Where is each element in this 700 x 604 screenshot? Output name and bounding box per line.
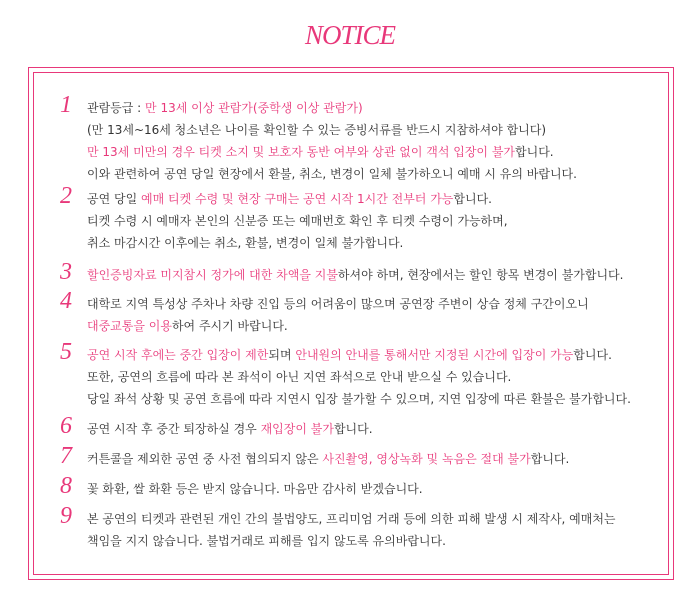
notice-text: 꽃 화환, 쌀 화환 등은 받지 않습니다. 마음만 감사히 받겠습니다. — [87, 482, 423, 496]
notice-text: 커튼콜을 제외한 공연 중 사전 협의되지 않은 — [87, 452, 323, 466]
notice-text: 대학로 지역 특성상 주차나 차량 진입 등의 어려움이 많으며 공연장 주변이 상습 정체 구간이오니 — [87, 297, 589, 311]
notice-item-text — [87, 293, 589, 337]
notice-highlight-text: 만 13세 이상 관람가(중학생 이상 관람가) — [145, 101, 363, 115]
notice-text: 또한, 공연의 흐름에 따라 본 좌석이 아닌 지연 좌석으로 안내 받으실 수 있습니다. — [87, 370, 512, 384]
notice-item-text — [87, 478, 423, 500]
notice-line — [87, 232, 508, 254]
notice-text: 합니다. — [333, 422, 373, 436]
notice-text: 합니다. — [515, 145, 554, 159]
notice-text: 본 공연의 티켓과 관련된 개인 간의 불법양도, 프리미엄 거래 등에 의한 피해 발생 시 제작사, 예매처는 — [87, 512, 616, 526]
notice-item-number: 3 — [60, 259, 72, 285]
notice-line — [87, 163, 577, 185]
notice-text: 관람등급 : — [87, 101, 146, 115]
notice-item-text — [87, 344, 631, 410]
notice-line — [87, 508, 616, 530]
notice-highlight-text: 사진촬영, 영상녹화 및 녹음은 절대 불가 — [322, 452, 531, 466]
notice-item-number: 5 — [60, 339, 72, 365]
notice-line — [87, 264, 623, 286]
notice-text: 하셔야 하며, 현장에서는 할인 항목 변경이 불가합니다. — [337, 268, 624, 282]
notice-line — [87, 210, 508, 232]
notice-item-text — [87, 188, 508, 254]
notice-line — [87, 448, 569, 470]
notice-line — [87, 530, 616, 552]
notice-item-text — [87, 448, 569, 470]
notice-text: 취소 마감시간 이후에는 취소, 환불, 변경이 일체 불가합니다. — [87, 236, 404, 250]
notice-item-number: 7 — [60, 443, 72, 469]
notice-item-number: 9 — [60, 503, 72, 529]
notice-highlight-text: 재입장이 불가 — [260, 422, 334, 436]
notice-text: 합니다. — [573, 348, 612, 362]
notice-item-number: 6 — [60, 413, 72, 439]
notice-line — [87, 478, 423, 500]
notice-item-text — [87, 264, 623, 286]
notice-text: (만 13세~16세 청소년은 나이를 확인할 수 있는 증빙서류를 반드시 지참하셔야 합니다) — [87, 123, 547, 137]
notice-line — [87, 188, 508, 210]
notice-line — [87, 366, 631, 388]
notice-item-number: 4 — [60, 288, 72, 314]
notice-line — [87, 141, 577, 163]
notice-item-text — [87, 418, 373, 440]
notice-line — [87, 418, 373, 440]
notice-item-number: 2 — [60, 183, 72, 209]
notice-highlight-text: 예매 티켓 수령 및 현장 구매는 공연 시작 1시간 전부터 가능 — [141, 192, 454, 206]
notice-highlight-text: 안내원의 안내를 통해서만 지정된 시간에 입장이 가능 — [295, 348, 574, 362]
notice-item-number: 8 — [60, 473, 72, 499]
notice-highlight-text: 대중교통을 이용 — [87, 319, 172, 333]
notice-text: 하여 주시기 바랍니다. — [171, 319, 288, 333]
notice-text: 책임을 지지 않습니다. 불법거래로 피해를 입지 않도록 유의바랍니다. — [87, 534, 446, 548]
notice-highlight-text: 만 13세 미만의 경우 티켓 소지 및 보호자 동반 여부와 상관 없이 객석 입장이 불가 — [87, 145, 516, 159]
notice-text: 이와 관련하여 공연 당일 현장에서 환불, 취소, 변경이 일체 불가하오니 예매 시 유의 바랍니다. — [87, 167, 577, 181]
notice-text: 공연 시작 후 중간 퇴장하실 경우 — [87, 422, 261, 436]
notice-line — [87, 293, 589, 315]
notice-text: 합니다. — [530, 452, 570, 466]
notice-highlight-text: 공연 시작 후에는 중간 입장이 제한 — [87, 348, 269, 362]
notice-line — [87, 344, 631, 366]
notice-text: 되며 — [268, 348, 296, 362]
notice-item-number: 1 — [60, 92, 72, 118]
notice-line — [87, 119, 577, 141]
notice-text: 티켓 수령 시 예매자 본인의 신분증 또는 예매번호 확인 후 티켓 수령이 가능하며, — [87, 214, 508, 228]
notice-title: NOTICE — [304, 20, 396, 50]
notice-text: 합니다. — [453, 192, 492, 206]
notice-line — [87, 388, 631, 410]
notice-line — [87, 315, 589, 337]
notice-item-text — [87, 97, 577, 185]
notice-text: 당일 좌석 상황 및 공연 흐름에 따라 지연시 입장 불가할 수 있으며, 지연 입장에 따른 환불은 불가합니다. — [87, 392, 631, 406]
notice-line — [87, 97, 577, 119]
notice-item-text — [87, 508, 616, 552]
notice-highlight-text: 할인증빙자료 미지참시 정가에 대한 차액을 지불 — [87, 268, 338, 282]
notice-text: 공연 당일 — [87, 192, 141, 206]
